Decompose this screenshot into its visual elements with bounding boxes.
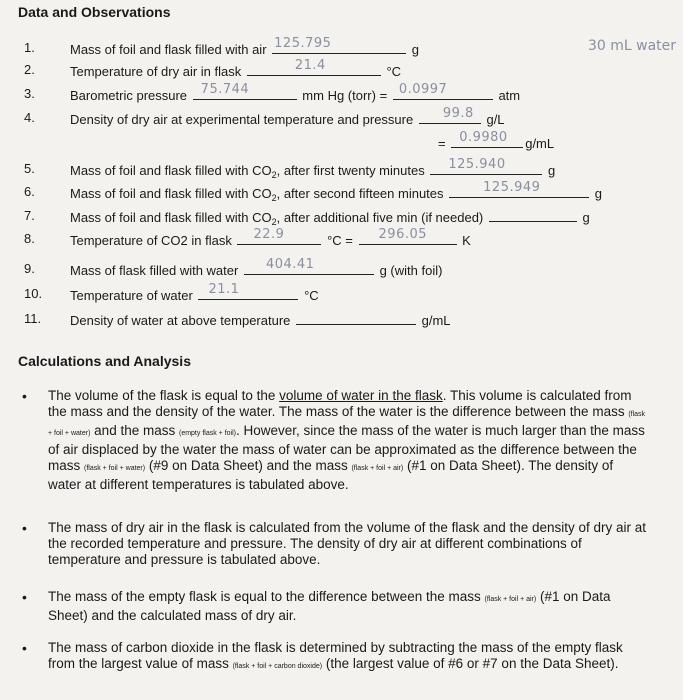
- worksheet-page: Data and Observations 30 mL water 1. Mass of foil and flask filled with air 125.795 g 2. Temperature of dry air in flask 21.4 °C 3. Barometric pressure 75.744 mm Hg (torr) = 0.0997 atm 4. Density of dry air at experimental temperature and pressure 99.8 g/L = 0.9980 g/mL 5. Mass of foil and flask filled with $CO_2$, after first twenty minutes 125.940 g 6. Mass of foil and flask filled with $CO_2$, after second fifteen minutes 125.949 g 7. Mass of foil and flask filled with $CO_2$, after additional five min (if needed) g 8. Temperature of CO2 in flask 22.9 °C = 296.05 K 9. Mass of flask filled with water 404.41 g (with foil) 10. Temperature of water 21.1 °C 11. Density of water at above temperature g/mL Calculations and Analysis • The volume of the flask is equal to the volume of water in the flask. This volume is calculated from the mass and the density of the water. The mass of the water is the difference between the mass (flask + foil + water) and the mass (empty flask + foil). However, since the mass of the water is much larger than the mass of air displaced by the water the mass of water can be approximated as the difference between the mass (flask + foil + water) (#9 on Data Sheet) and the mass (flask + foil + air) (#1 on Data Sheet). The density of water at different temperatures is tabulated above. • The mass of dry air in the flask is calculated from the volume of the flask and the density of dry air at the recorded temperature and pressure. The density of dry air at different combinations of temperature and pressure is tabulated above. • The mass of the empty flask is equal to the difference between the mass (flask + foil + air) (#1 on Data Sheet) and the calculated mass of dry air. • The mass of carbon dioxide in the flask is determined by subtracting the mass of the empty flask from the largest value of mass (flask + foil + carbon dioxide) (the largest value of #6 or #7 on the Data Sheet).: [0, 0, 683, 700]
- section-title-data: Data and Observations: [18, 4, 171, 20]
- answer-field-kelvin[interactable]: [359, 229, 457, 245]
- data-row-8: 8. Temperature of CO2 in flask 22.9 °C = 296.05 K: [24, 227, 471, 248]
- handwritten-answer: 404.41: [265, 257, 315, 272]
- answer-field[interactable]: [430, 159, 542, 175]
- handwritten-answer: 0.0997: [398, 82, 448, 97]
- handwritten-answer: 21.1: [208, 282, 240, 297]
- data-row-11: 11. Density of water at above temperature g/mL: [24, 311, 451, 328]
- data-row-2: 2. Temperature of dry air in flask 21.4 °C: [24, 58, 402, 79]
- data-row-9: 9. Mass of flask filled with water 404.41 g (with foil): [24, 257, 443, 278]
- bullet-dot-icon: •: [22, 388, 27, 404]
- handwritten-answer: 22.9: [253, 227, 285, 242]
- answer-field[interactable]: [419, 108, 481, 124]
- handwritten-answer: 125.940: [448, 157, 506, 172]
- handwritten-answer: 0.9980: [459, 130, 508, 145]
- handwritten-answer: 125.949: [483, 180, 541, 195]
- bullet-dot-icon: •: [22, 520, 27, 536]
- handwritten-answer: 125.795: [274, 36, 332, 51]
- data-row-6: 6. Mass of foil and flask filled with $CO_2$, after second fifteen minutes 125.949 g: [24, 180, 603, 203]
- answer-field[interactable]: [449, 182, 589, 198]
- answer-field-atm[interactable]: [393, 84, 493, 100]
- handwritten-answer: 75.744: [200, 82, 250, 97]
- data-row-5: 5. Mass of foil and flask filled with $CO_2$, after first twenty minutes 125.940 g: [24, 157, 556, 180]
- handwritten-answer: 296.05: [378, 227, 428, 242]
- answer-field[interactable]: [451, 132, 523, 148]
- answer-field[interactable]: [272, 38, 406, 54]
- data-row-7: 7. Mass of foil and flask filled with $CO_2$, after additional five min (if needed) g: [24, 208, 590, 227]
- data-row-10: 10. Temperature of water 21.1 °C: [24, 282, 319, 303]
- handwritten-margin-note: 30 mL water: [588, 38, 677, 54]
- handwritten-answer: 21.4: [294, 58, 326, 73]
- section-title-calculations: Calculations and Analysis: [18, 353, 191, 369]
- data-row-4: 4. Density of dry air at experimental temperature and pressure 99.8 g/L: [24, 106, 505, 127]
- data-row-3: 3. Barometric pressure 75.744 mm Hg (torr) = 0.0997 atm: [24, 82, 521, 103]
- answer-field[interactable]: [296, 309, 416, 325]
- bullet-dot-icon: •: [22, 640, 27, 656]
- unit-label: g: [411, 42, 420, 57]
- answer-field-celsius[interactable]: [237, 229, 321, 245]
- answer-field[interactable]: [489, 206, 577, 222]
- answer-field[interactable]: [193, 84, 297, 100]
- handwritten-answer: 99.8: [442, 106, 474, 121]
- bullet-dot-icon: •: [22, 589, 27, 605]
- answer-field[interactable]: [247, 60, 381, 76]
- answer-field[interactable]: [198, 284, 298, 300]
- data-row-1: 1. Mass of foil and flask filled with air 125.795 g: [24, 36, 420, 57]
- answer-field[interactable]: [244, 259, 374, 275]
- data-row-4b: = 0.9980 g/mL: [438, 130, 555, 151]
- row-label: Mass of foil and flask filled with air: [70, 42, 267, 57]
